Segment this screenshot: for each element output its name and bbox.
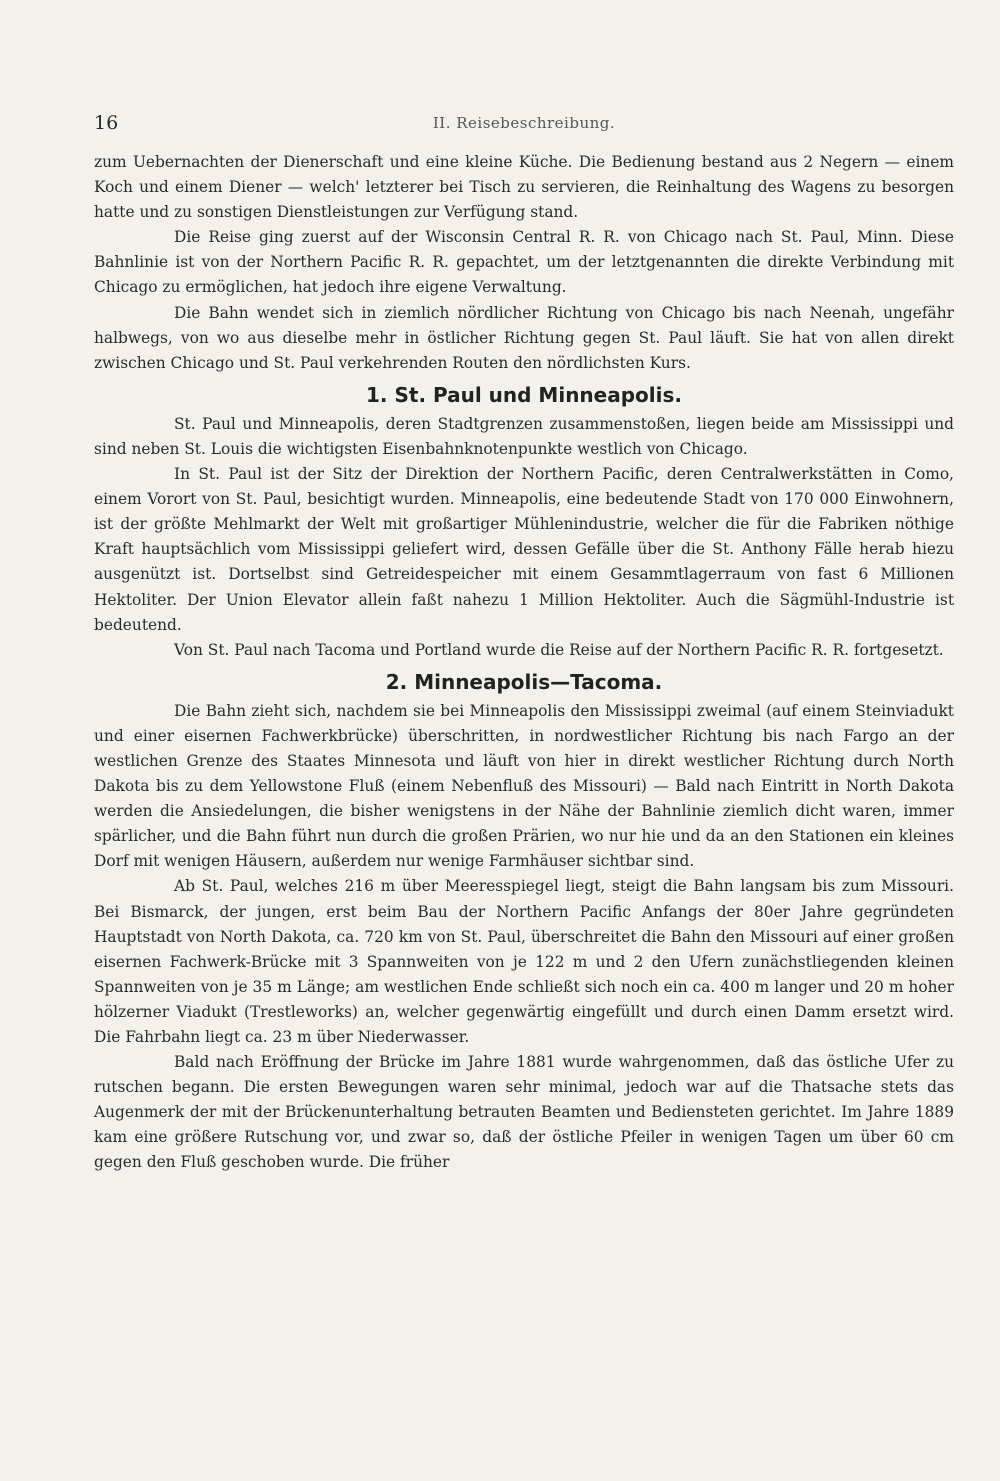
paragraph-9: Bald nach Eröffnung der Brücke im Jahre 1881 wurde wahrgenommen, daß das östliche Ufer zu rutschen begann. Die ersten Bewegungen waren sehr minimal, jedoch war auf die Thatsache stets das Augenmerk der mit der Brückenunterhaltung betrauten Beamten und Bediensteten gerichtet. Im Jahre 1889 kam eine größere Rutschung vor, und zwar so, daß der östliche Pfeiler in wenigen Tagen um über 60 cm gegen den Fluß geschoben wurde. Die früher: [94, 1053, 954, 1172]
paragraph-4: St. Paul und Minneapolis, deren Stadtgrenzen zusammenstoßen, liegen beide am Mississippi und sind neben St. Louis die wichtigsten Eisenbahnknotenpunkte westlich von Chicago.: [94, 414, 954, 458]
paragraph-3: Die Bahn wendet sich in ziemlich nördlicher Richtung von Chicago bis nach Neenah, ungefähr halbwegs, von wo aus dieselbe mehr in östlicher Richtung gegen St. Paul läuft. Sie hat von allen direkt zwischen Chicago und St. Paul verkehrenden Routen den nördlichsten Kurs.: [94, 303, 954, 372]
section-heading-1: 1. St. Paul und Minneapolis.: [366, 382, 682, 407]
running-title: II. Reisebeschreibung.: [432, 114, 616, 132]
body-text: [94, 150, 954, 1176]
paragraph-5: In St. Paul ist der Sitz der Direktion der Northern Pacific, deren Centralwerkstätten in Como, einem Vorort von St. Paul, besichtigt wurden. Minneapolis, eine bedeutende Stadt von 170 000 Einwohnern, ist der größte Mehlmarkt der Welt mit großartiger Mühlenindustrie, welcher die für die Fabriken nöthige Kraft hauptsächlich vom Mississippi geliefert wird, dessen Gefälle über die St. Anthony Fälle herab hiezu ausgenützt ist. Dortselbst sind Getreidespeicher mit einem Gesammtlagerraum von fast 6 Millionen Hektoliter. Der Union Elevator allein faßt nahezu 1 Million Hektoliter. Auch die Sägmühl-Industrie ist bedeutend.: [94, 465, 954, 634]
paragraph-2: Die Reise ging zuerst auf der Wisconsin Central R. R. von Chicago nach St. Paul, Minn. Diese Bahnlinie ist von der Northern Pacific R. R. gepachtet, um der letztgenannten die direkte Verbindung mit Chicago zu ermöglichen, hat jedoch ihre eigene Verwaltung.: [94, 228, 954, 297]
paragraph-1: zum Uebernachten der Dienerschaft und eine kleine Küche. Die Bedienung bestand aus 2 Negern — einem Koch und einem Diener — welch' letzterer bei Tisch zu servieren, die Reinhaltung des Wagens zu besorgen hatte und zu sonstigen Dienstleistungen zur Verfügung stand.: [94, 153, 954, 222]
page-header: [94, 112, 954, 136]
page-number: 16: [94, 112, 119, 134]
paragraph-7: Die Bahn zieht sich, nachdem sie bei Minneapolis den Mississippi zweimal (auf einem Steinviadukt und einer eisernen Fachwerkbrücke) überschritten, in nordwestlicher Richtung bis nach Fargo an der westlichen Grenze des Staates Minnesota und läuft von hier in direkt westlicher Richtung durch North Dakota bis zu dem Yellowstone Fluß (einem Nebenfluß des Missouri) — Bald nach Eintritt in North Dakota werden die Ansiedelungen, die bisher wenigstens in der Nähe der Bahnlinie ziemlich dicht waren, immer spärlicher, und die Bahn führt nun durch die großen Prärien, wo nur hie und da an den Stationen ein kleines Dorf mit wenigen Häusern, außerdem nur wenige Farmhäuser sichtbar sind.: [94, 701, 954, 871]
paragraph-6: Von St. Paul nach Tacoma und Portland wurde die Reise auf der Northern Pacific R. R. fortgesetzt.: [174, 640, 944, 659]
paragraph-8: Ab St. Paul, welches 216 m über Meeresspiegel liegt, steigt die Bahn langsam bis zum Missouri. Bei Bismarck, der jungen, erst beim Bau der Northern Pacific Anfangs der 80er Jahre gegründeten Hauptstadt von North Dakota, ca. 720 km von St. Paul, überschreitet die Bahn den Missouri auf einer großen eisernen Fachwerk-Brücke mit 3 Spannweiten von je 122 m und 2 den Ufern zunächstliegenden kleinen Spannweiten von je 35 m Länge; am westlichen Ende schließt sich noch ein ca. 400 m langer und 20 m hoher hölzerner Viadukt (Trestleworks) an, welcher gegenwärtig eingefüllt und durch einen Damm ersetzt wird. Die Fahrbahn liegt ca. 23 m über Niederwasser.: [94, 877, 954, 1046]
section-heading-2: 2. Minneapolis—Tacoma.: [385, 669, 663, 694]
